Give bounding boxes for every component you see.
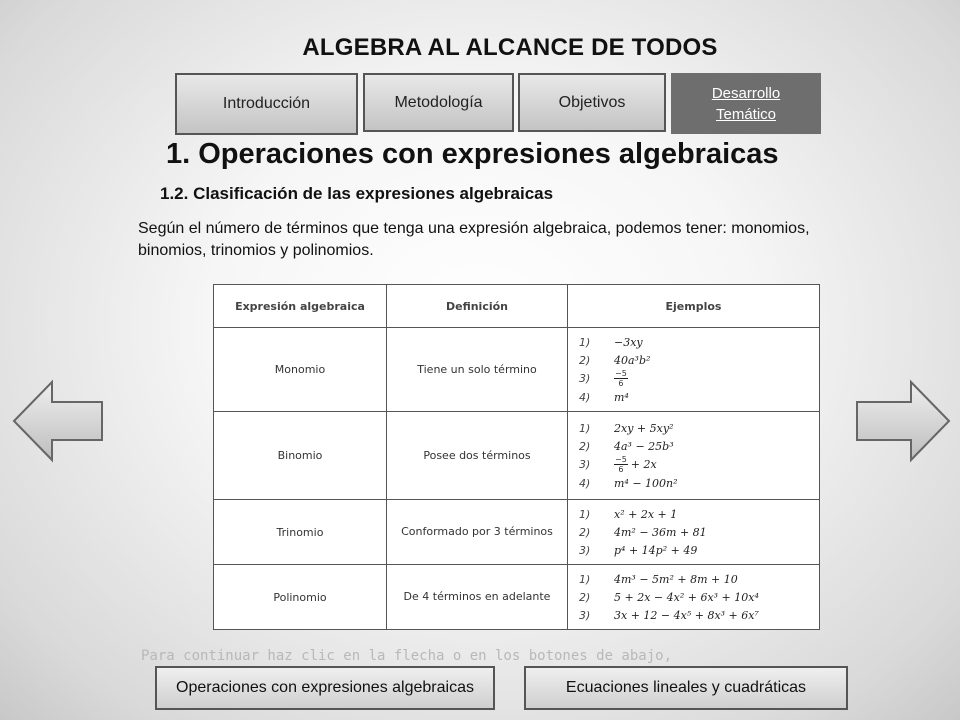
ecuaciones-button-label: Ecuaciones lineales y cuadráticas [565,679,807,696]
nav-objetivos-label: Objetivos [558,93,626,111]
right-arrow-icon[interactable] [853,378,953,464]
example-expression: m⁴ [614,390,629,404]
table-row [214,412,820,500]
example-expression: x² + 2x + 1 [614,507,678,521]
nav-introduccion-button[interactable] [175,73,358,135]
left-arrow-icon[interactable] [10,378,106,464]
table-header-row [214,285,820,328]
nav-desarrollo-label: Desarrollo Temático [711,84,781,123]
row-examples [568,500,820,565]
example-expression: 2xy + 5xy² [614,421,674,435]
example-number: 2) [579,439,591,453]
example-item [579,541,818,559]
example-fraction [614,369,628,388]
fraction-denominator: 6 [618,465,624,474]
example-expression: + 2x [630,458,657,471]
row-examples [568,412,820,500]
fraction-numerator: −5 [615,369,627,378]
example-number: 1) [579,335,591,349]
nav-introduccion-label: Introducción [222,95,311,112]
operaciones-button[interactable] [155,666,495,710]
example-expression: 4m³ − 5m² + 8m + 10 [614,572,738,586]
example-expression: −3xy [614,335,643,349]
example-fraction [614,455,628,474]
subsection-title: 1.2. Clasificación de las expresiones algebraicas [160,184,554,203]
table-row [214,500,820,565]
example-expression: m⁴ − 100n² [614,476,678,490]
ecuaciones-button[interactable] [524,666,848,710]
example-item [579,369,818,388]
example-expression: 4m² − 36m + 81 [614,525,707,539]
section-title: 1. Operaciones con expresiones algebraicas [166,138,779,170]
example-item [579,333,818,351]
example-number: 1) [579,572,591,586]
example-number: 3) [579,543,591,557]
example-expression: 3x + 12 − 4x⁵ + 8x³ + 6x⁷ [614,608,759,622]
table-row [214,328,820,412]
example-number: 4) [579,476,591,490]
classification-table [213,284,820,630]
fraction-numerator: −5 [615,455,627,464]
row-definition: Tiene un solo término [387,328,568,412]
operaciones-button-label: Operaciones con expresiones algebraicas [176,679,474,696]
row-name: Binomio [214,412,387,500]
continue-instruction: Para continuar haz clic en la flecha o en los botones de abajo, [141,648,673,664]
example-number: 3) [579,608,591,622]
example-item [579,455,818,474]
site-title: ALGEBRA AL ALCANCE DE TODOS [302,34,718,61]
row-definition: De 4 términos en adelante [387,565,568,630]
example-item [579,351,818,369]
nav-metodologia-label: Metodología [394,93,483,111]
example-number: 1) [579,507,591,521]
example-item [579,606,818,624]
row-definition: Posee dos términos [387,412,568,500]
example-expression: 4a³ − 25b³ [614,439,674,453]
nav-objetivos-button[interactable] [518,73,666,132]
example-number: 2) [579,353,591,367]
example-number: 2) [579,590,591,604]
row-examples [568,565,820,630]
table-row [214,565,820,630]
example-expression: 40a³b² [614,353,651,367]
intro-text: Según el número de términos que tenga una expresión algebraica, podemos tener: monomios, binomios, trinomios y polinomios. [138,220,810,259]
nav-desarrollo-tematico-button[interactable] [671,73,821,134]
example-item [579,474,818,492]
row-name: Monomio [214,328,387,412]
row-name: Polinomio [214,565,387,630]
example-item [579,588,818,606]
nav-metodologia-button[interactable] [363,73,514,132]
example-number: 3) [579,458,591,471]
example-item [579,523,818,541]
example-item [579,419,818,437]
row-definition: Conformado por 3 términos [387,500,568,565]
example-number: 3) [579,372,591,385]
fraction-denominator: 6 [618,379,624,388]
row-name: Trinomio [214,500,387,565]
example-expression: 5 + 2x − 4x² + 6x³ + 10x⁴ [614,590,759,604]
header-definicion: Definición [387,285,568,328]
example-number: 1) [579,421,591,435]
example-expression: p⁴ + 14p² + 49 [614,543,698,557]
example-item [579,505,818,523]
example-number: 2) [579,525,591,539]
header-expresion: Expresión algebraica [214,285,387,328]
example-number: 4) [579,390,591,404]
row-examples [568,328,820,412]
example-item [579,437,818,455]
example-item [579,570,818,588]
header-ejemplos: Ejemplos [568,285,820,328]
example-item [579,388,818,406]
